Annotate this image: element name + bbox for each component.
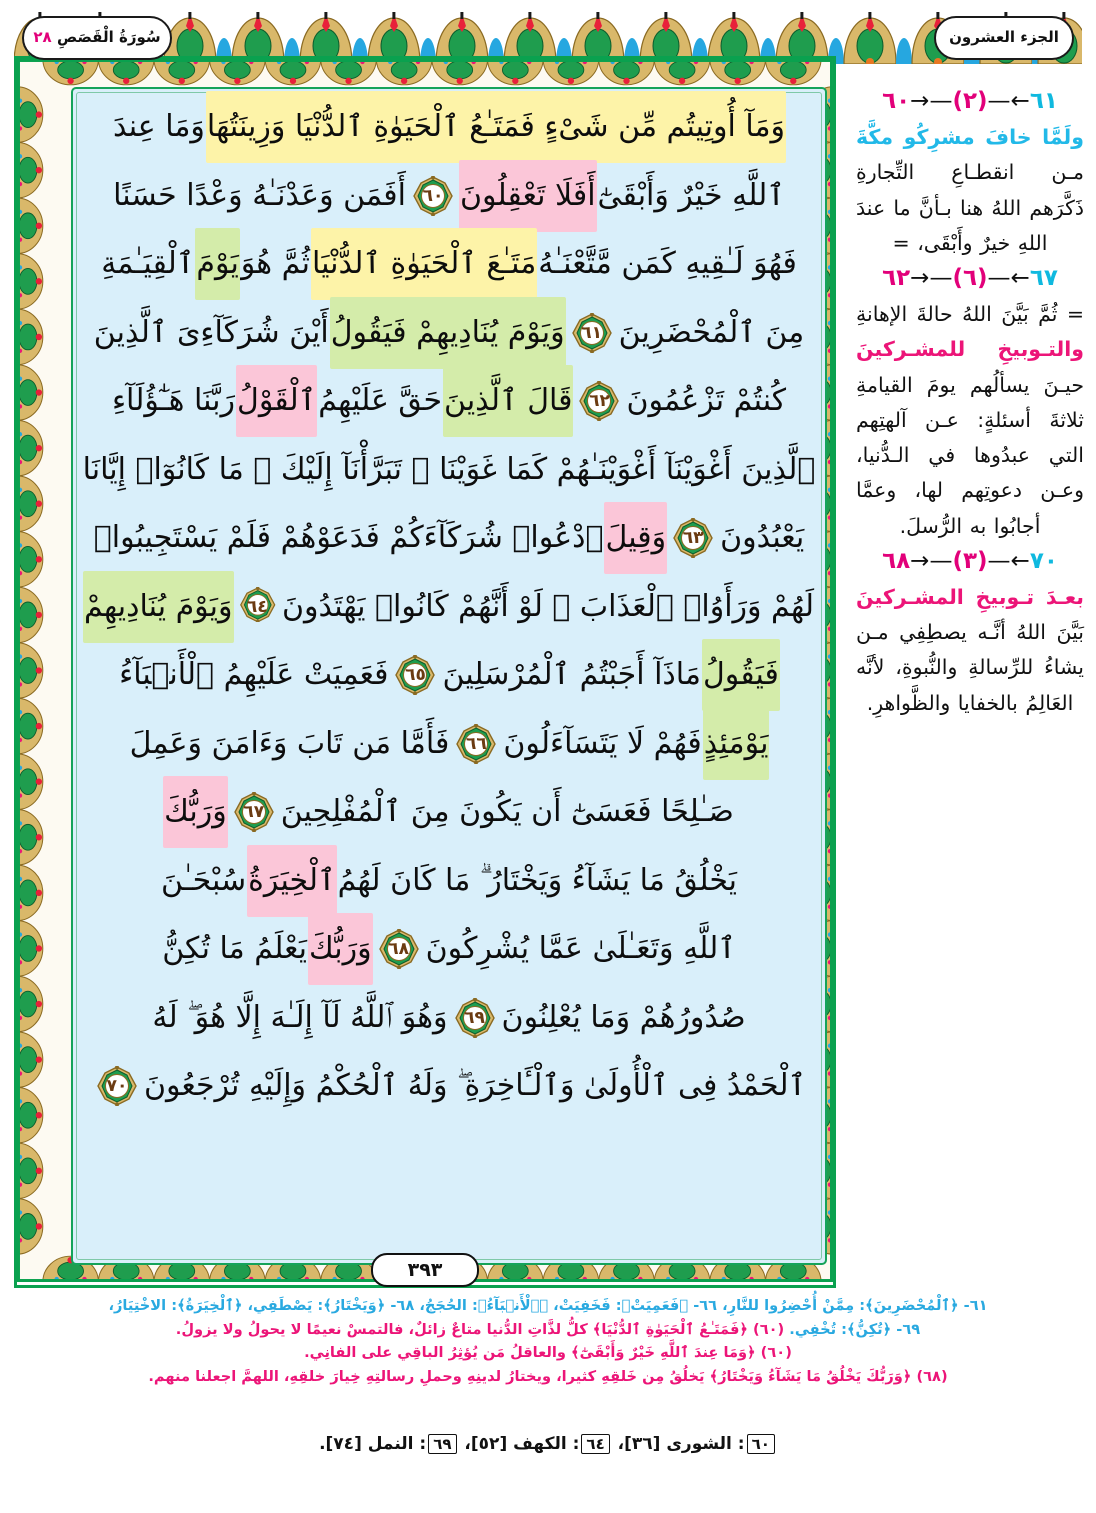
ayah-text: يَعْلَمُ مَا تُكِنُّ <box>162 931 307 967</box>
ayah-text: كُنتُمْ تَزْعُمُونَ <box>626 383 787 419</box>
range-count: (٦) <box>952 265 988 291</box>
footnote-line <box>14 1294 1082 1318</box>
range-count: (٢) <box>952 88 988 114</box>
range-start: ٦٨ <box>882 547 911 574</box>
reference-ayah-number: ٦٤ <box>581 1434 609 1454</box>
ayah-text: سُبْحَـٰنَ <box>160 862 247 898</box>
ayah-panel <box>71 87 827 1265</box>
ayah-end-marker: ٦٣ <box>672 518 714 558</box>
ayah-range-indicator <box>856 88 1084 114</box>
ayah-end-marker: ٦٢ <box>578 381 620 421</box>
ayah-text-highlight-yellow: وَمَآ أُوتِيتُم مِّن شَىْءٍ فَمَتَـٰعُ ٱلْحَيَوٰةِ ٱلدُّنْيَا وَزِينَتُهَا <box>206 91 786 163</box>
tafsir-run: والتـوبيخِ للمشـركينَ <box>856 337 1084 362</box>
ayah-line <box>83 778 815 847</box>
arrow-left-icon: ←— <box>987 265 1030 291</box>
arrow-right-icon: —→ <box>910 88 953 114</box>
ayah-text-highlight-pink: وَرَبُّكَ <box>163 776 228 848</box>
ayah-text-highlight-green: وَيَوْمَ يُنَادِيهِمْ <box>83 571 234 643</box>
ayah-range-indicator <box>856 265 1084 291</box>
ayah-line <box>83 93 815 162</box>
ayah-line <box>83 230 815 299</box>
ayah-text: لَهُمْ وَرَأَوُا۟ ٱلْعَذَابَ ۚ لَوْ أَنَّهُمْ كَانُوا۟ يَهْتَدُونَ <box>282 588 814 624</box>
ayah-text-highlight-green: يَوْمَئِذٍ <box>703 708 770 780</box>
footnote-line <box>14 1318 1082 1342</box>
ayah-text: أَيْنَ شُرَكَآءِىَ ٱلَّذِينَ <box>93 314 329 350</box>
ayah-text: وَهُوَ ٱللَّهُ لَآ إِلَـٰهَ إِلَّا هُوَ ۖ لَهُ <box>152 999 448 1035</box>
tafsir-run: بَيَّنَ اللهُ أنَّـه يصطِفِي مـن يشاءُ للرِّسالةِ والنُّبوةِ، لأنَّه العَالِمُ بالخفايا والظَّواهرِ. <box>856 620 1084 715</box>
footnote-run: (٦٠) ﴿وَمَا عِندَ ٱللَّهِ خَيْرٌ وَأَبْقَىٰٓ﴾ والعاقلُ مَن يُؤثِرُ الباقِي على الفانِي. <box>304 1344 792 1362</box>
ayah-range-indicator <box>856 548 1084 574</box>
ayah-text-highlight-green: فَيَقُولُ <box>702 639 780 711</box>
ayah-text: صُدُورُهُمْ وَمَا يُعْلِنُونَ <box>501 999 746 1035</box>
ayah-text: حَقَّ عَلَيْهِمُ <box>318 383 442 419</box>
ayah-text-highlight-pink: أَفَلَا تَعْقِلُونَ <box>459 160 597 232</box>
ayah-text: وَمَا عِندَ <box>112 109 205 145</box>
ayah-text-highlight-pink: وَقِيلَ <box>604 502 667 574</box>
page-number-badge <box>371 1253 479 1287</box>
ayah-text: يَخْلُقُ مَا يَشَآءُ وَيَخْتَارُ ۗ مَا كَانَ لَهُمُ <box>337 862 738 898</box>
page-number: ٣٩٣ <box>407 1259 443 1281</box>
ayah-lines-container <box>73 89 825 1229</box>
ayah-end-marker: ٦٧ <box>233 792 275 832</box>
ayah-end-marker: ٦٨ <box>378 929 420 969</box>
footnote-lines <box>14 1294 1082 1389</box>
reference-target: : الكهف [٥٢]، <box>458 1434 580 1454</box>
tafsir-text <box>856 580 1084 721</box>
ayah-line <box>83 1052 815 1121</box>
ayah-text: ٱللَّهِ وَتَعَـٰلَىٰ عَمَّا يُشْرِكُونَ <box>425 931 736 967</box>
ayah-line <box>83 162 815 231</box>
tafsir-run: مـن انقطـاعِ التِّجارةِ ذَكَّرَهم اللهُ هنا بـأنَّ ما عندَ اللهِ خيرٌ وأَبْقَى، = <box>856 160 1084 255</box>
footnote-line <box>14 1341 1082 1365</box>
ayah-text-highlight-green: يَوْمَ <box>195 228 239 300</box>
surah-number: ٢٨ <box>33 28 52 47</box>
ayah-text-highlight-pink: وَرَبُّكَ <box>308 913 373 985</box>
tafsir-sidebar <box>856 84 1084 1256</box>
surah-cartouche <box>22 16 172 60</box>
ayah-line <box>83 504 815 573</box>
ayah-text: فَعَمِيَتْ عَلَيْهِمُ ٱلْأَنۢبَآءُ <box>119 657 389 693</box>
ayah-end-marker: ٦٩ <box>454 998 496 1038</box>
ayah-text: أَفَمَن وَعَدْنَـٰهُ وَعْدًا حَسَنًا <box>113 177 406 213</box>
tafsir-text <box>856 297 1084 544</box>
range-start: ٦٢ <box>882 265 911 291</box>
range-count: (٣) <box>952 547 988 574</box>
arrow-left-icon: ←— <box>987 547 1030 574</box>
ayah-end-marker: ٦٤ <box>239 587 277 627</box>
ayah-text: مَاذَآ أَجَبْتُمُ ٱلْمُرْسَلِينَ <box>442 657 701 693</box>
ayah-text: ثُمَّ هُوَ <box>240 246 310 282</box>
ayah-text: يَعْبُدُونَ <box>720 520 805 556</box>
tafsir-text <box>856 120 1084 261</box>
reference-ayah-number: ٦٩ <box>428 1434 456 1454</box>
tafsir-run: بعـدَ تـوبيخِ المشـركينَ <box>856 584 1084 609</box>
ayah-text: ٱلْقِيَـٰمَةِ <box>101 246 195 282</box>
tafsir-run: حيـنَ يسألُهم يومَ القيامةِ ثلاثةَ أسئلةٍ: عـن آلهتِهم التي عبدُوها في الـدُّنيا، وعـن دعوتِهم لها، وعمَّا أجابُوا به الرُّسلَ. <box>856 372 1084 538</box>
arrow-left-icon: ←— <box>987 88 1030 114</box>
ayah-text: ٱدْعُوا۟ شُرَكَآءَكُمْ فَدَعَوْهُمْ فَلَمْ يَسْتَجِيبُوا۟ <box>93 520 604 556</box>
ayah-text: فَأَمَّا مَن تَابَ وَءَامَنَ وَعَمِلَ <box>129 725 450 761</box>
ayah-line <box>83 984 815 1053</box>
footnote-run: (٦٨) ﴿وَرَبُّكَ يَخْلُقُ مَا يَشَآءُ وَيَخْتَارُ﴾ يَخلُقُ مِن خَلقِهِ كثيرا، ويختارُ لدينِهِ وحملِ رسالتِهِ خِيارَ خلقِهِ، اللهمَّ اجعلنا منهم. <box>148 1367 948 1385</box>
tafsir-run: ولَمَّا خافَ مشرِكُو مكَّةَ <box>856 125 1084 149</box>
ayah-text: صَـٰلِحًا فَعَسَىٰٓ أَن يَكُونَ مِنَ ٱلْمُفْلِحِينَ <box>280 794 734 830</box>
ayah-line <box>83 641 815 710</box>
ayah-text: رَبَّنَا هَـٰٓؤُلَآءِ <box>111 383 236 419</box>
juz-cartouche <box>934 16 1074 60</box>
range-end: ٦٧ <box>1029 265 1058 291</box>
surah-name: سُورَةُ الْقَصَصِ <box>56 28 161 47</box>
tafsir-block <box>856 265 1084 544</box>
footnote-run: ٦٩- ﴿تُكِنُّ﴾: تُخْفِي. <box>784 1320 921 1338</box>
footnote-run: (٦٠) ﴿فَمَتَـٰعُ ٱلْحَيَوٰةِ ٱلدُّنْيَا﴾ كلُّ لذَّاتِ الدُّنيا متاعٌ زائلٌ، فالتمسْ نعيمًا لا يحولُ ولا يزولُ. <box>175 1320 785 1338</box>
ayah-end-marker: ٦٠ <box>412 176 454 216</box>
ayah-text: فَهُمْ لَا يَتَسَآءَلُونَ <box>503 725 702 761</box>
ayah-end-marker: ٦٦ <box>455 724 497 764</box>
footnotes-section <box>14 1294 1082 1464</box>
arrow-right-icon: —→ <box>910 265 953 291</box>
range-start: ٦٠ <box>882 88 911 114</box>
ayah-line <box>83 573 815 642</box>
cross-references <box>14 1434 1082 1454</box>
range-end: ٧٠ <box>1029 547 1058 574</box>
reference-target: : الشورى [٣٦]، <box>611 1434 745 1454</box>
tafsir-block <box>856 88 1084 261</box>
tafsir-block <box>856 548 1084 721</box>
ayah-text-highlight-pink: ٱلْقَوْلُ <box>236 365 317 437</box>
ayah-text: ٱللَّهِ خَيْرٌ وَأَبْقَىٰٓ <box>597 177 785 213</box>
ayah-text: فَهُوَ لَـٰقِيهِ كَمَن مَّتَّعْنَـٰهُ <box>538 246 797 282</box>
tafsir-run: = ثُمَّ بَيَّنَ اللهُ حالةَ الإهانةِ <box>856 302 1084 326</box>
reference-target: : النمل [٧٤]. <box>319 1434 427 1454</box>
ayah-line <box>83 847 815 916</box>
ayah-text: مِنَ ٱلْمُحْضَرِينَ <box>618 314 805 350</box>
juz-label: الجزء العشرون <box>949 28 1059 47</box>
reference-ayah-number: ٦٠ <box>747 1434 775 1454</box>
ayah-text-highlight-yellow: مَتَـٰعَ ٱلْحَيَوٰةِ ٱلدُّنْيَا <box>311 228 537 300</box>
ayah-text-highlight-green: قَالَ ٱلَّذِينَ <box>443 365 573 437</box>
quran-text-frame <box>14 56 836 1288</box>
ayah-end-marker: ٦٥ <box>394 655 436 695</box>
ayah-line <box>83 436 815 505</box>
ayah-line <box>83 710 815 779</box>
range-end: ٦١ <box>1029 88 1058 114</box>
ayah-line <box>83 367 815 436</box>
ayah-text-highlight-green: وَيَوْمَ يُنَادِيهِمْ فَيَقُولُ <box>330 297 566 369</box>
footnote-line <box>14 1365 1082 1389</box>
ayah-text: ٱلَّذِينَ أَغْوَيْنَآ أَغْوَيْنَـٰهُمْ كَمَا غَوَيْنَا ۖ تَبَرَّأْنَآ إِلَيْكَ ۖ مَا كَانُوٓا۟ إِيَّانَا <box>82 451 816 487</box>
footnote-run: ٦١- ﴿ٱلْمُحْضَرِينَ﴾: مِمَّنْ أُحْضِرُوا للنَّارِ، ٦٦- ﴿فَعَمِيَتْ﴾: فَخَفِيَتْ، ﴿ٱلْأَنۢبَآءُ﴾: الحُجَجُ، ٦٨- ﴿وَيَخْتَارُ﴾: يَصْطَفِي، ﴿ٱلْخِيَرَةُ﴾: الاخْتِيَارُ، <box>108 1297 988 1314</box>
ayah-text: ٱلْحَمْدُ فِى ٱلْأُولَىٰ وَٱلْـَٔاخِرَةِ ۖ وَلَهُ ٱلْحُكْمُ وَإِلَيْهِ تُرْجَعُونَ <box>143 1068 807 1104</box>
ayah-end-marker: ٧٠ <box>96 1066 138 1106</box>
ayah-line <box>83 299 815 368</box>
ayah-line <box>83 915 815 984</box>
arrow-right-icon: —→ <box>910 547 953 574</box>
ayah-end-marker: ٦١ <box>571 313 613 353</box>
ayah-text-highlight-pink: ٱلْخِيَرَةُ <box>247 845 336 917</box>
